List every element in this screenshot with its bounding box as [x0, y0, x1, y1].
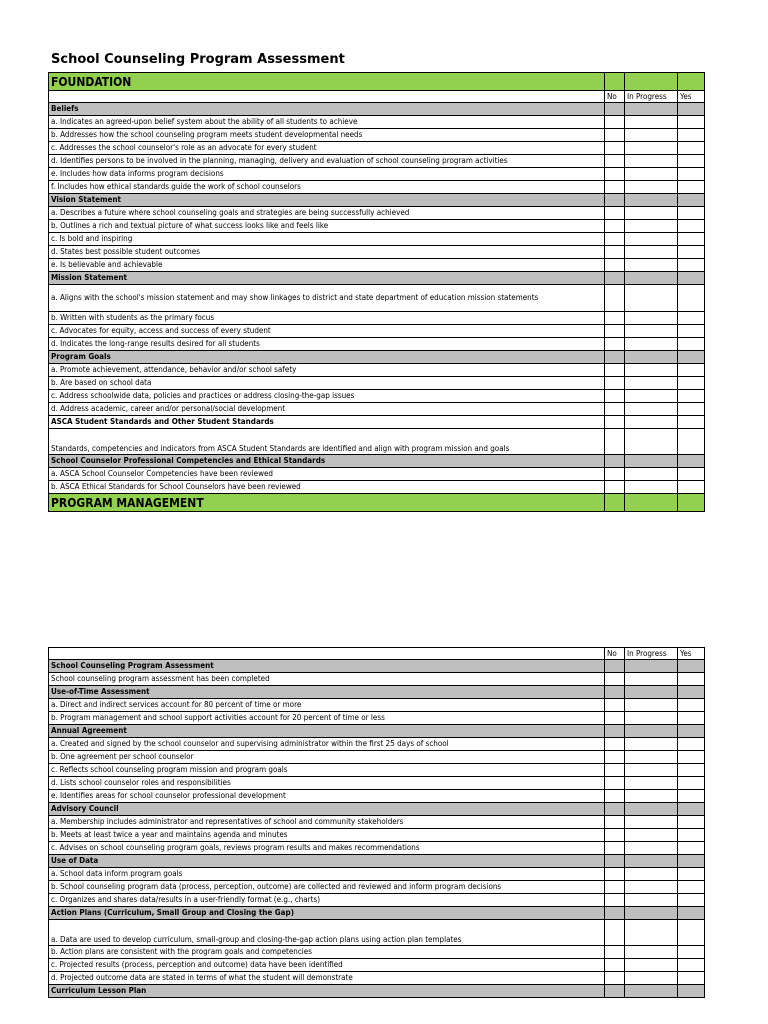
- status-cell-no: [605, 73, 625, 91]
- checklist-row: [49, 829, 705, 842]
- status-cell-yes[interactable]: [678, 259, 705, 272]
- status-cell-in-progress[interactable]: [625, 816, 678, 829]
- status-cell-in-progress: [625, 725, 678, 738]
- status-cell-no[interactable]: [605, 338, 625, 351]
- status-cell-yes: [678, 272, 705, 285]
- status-cell-no: [605, 803, 625, 816]
- status-cell-no[interactable]: [605, 181, 625, 194]
- criterion-text: a. Data are used to develop curriculum, small-group and closing-the-gap action plans using action plan templates: [49, 920, 605, 946]
- section-label: Use-of-Time Assessment: [49, 686, 605, 699]
- status-cell-in-progress[interactable]: [625, 790, 678, 803]
- status-cell-no: [605, 907, 625, 920]
- criterion-text: c. Addresses the school counselor's role as an advocate for every student: [49, 142, 605, 155]
- section-label: Beliefs: [49, 103, 605, 116]
- status-cell-no[interactable]: [605, 168, 625, 181]
- column-header-no: No: [605, 648, 625, 660]
- status-cell-in-progress[interactable]: [625, 220, 678, 233]
- status-cell-no: [605, 686, 625, 699]
- section-label: Use of Data: [49, 855, 605, 868]
- criterion-text: d. Identifies persons to be involved in the planning, managing, delivery and evaluation of school counseling program activities: [49, 155, 605, 168]
- checklist-row: [49, 155, 705, 168]
- status-cell-yes: [678, 803, 705, 816]
- status-cell-yes: [678, 73, 705, 91]
- status-cell-yes[interactable]: [678, 390, 705, 403]
- status-cell-yes[interactable]: [678, 325, 705, 338]
- checklist-row: [49, 129, 705, 142]
- checklist-row: [49, 142, 705, 155]
- status-cell-in-progress[interactable]: [625, 142, 678, 155]
- status-cell-in-progress[interactable]: [625, 325, 678, 338]
- checklist-row: [49, 481, 705, 494]
- section-banner-foundation: [49, 73, 705, 91]
- status-cell-in-progress[interactable]: [625, 920, 678, 946]
- checklist-row: [49, 816, 705, 829]
- status-cell-in-progress[interactable]: [625, 894, 678, 907]
- status-cell-in-progress[interactable]: [625, 468, 678, 481]
- status-cell-in-progress: [625, 660, 678, 673]
- status-cell-in-progress: [625, 855, 678, 868]
- status-cell-in-progress: [625, 985, 678, 998]
- checklist-row: [49, 959, 705, 972]
- status-cell-no[interactable]: [605, 481, 625, 494]
- status-cell-yes[interactable]: [678, 868, 705, 881]
- subsection-header-program-goals: [49, 351, 705, 364]
- status-cell-yes: [678, 686, 705, 699]
- status-cell-no: [605, 494, 625, 512]
- status-cell-no[interactable]: [605, 712, 625, 725]
- status-cell-no: [605, 985, 625, 998]
- column-header-row: [49, 91, 705, 103]
- status-cell-yes[interactable]: [678, 246, 705, 259]
- checklist-row: [49, 259, 705, 272]
- subsection-header-advisory-council: [49, 803, 705, 816]
- status-cell-in-progress[interactable]: [625, 312, 678, 325]
- status-cell-no[interactable]: [605, 468, 625, 481]
- status-cell-no[interactable]: [605, 246, 625, 259]
- status-cell-in-progress: [625, 103, 678, 116]
- checklist-row: [49, 403, 705, 416]
- status-cell-yes[interactable]: [678, 790, 705, 803]
- checklist-row: [49, 699, 705, 712]
- status-cell-no[interactable]: [605, 881, 625, 894]
- section-label: Vision Statement: [49, 194, 605, 207]
- section-label: School Counseling Program Assessment: [49, 660, 605, 673]
- criterion-text: b. Addresses how the school counseling program meets student developmental needs: [49, 129, 605, 142]
- criterion-text: a. School data inform program goals: [49, 868, 605, 881]
- status-cell-yes: [678, 985, 705, 998]
- status-cell-yes[interactable]: [678, 816, 705, 829]
- section-label: Action Plans (Curriculum, Small Group and Closing the Gap): [49, 907, 605, 920]
- checklist-row: [49, 868, 705, 881]
- criterion-text: c. Is bold and inspiring: [49, 233, 605, 246]
- status-cell-in-progress: [625, 494, 678, 512]
- criterion-text: a. Created and signed by the school counselor and supervising administrator within the first 25 days of school: [49, 738, 605, 751]
- criterion-text: b. Meets at least twice a year and maintains agenda and minutes: [49, 829, 605, 842]
- status-cell-no: [605, 660, 625, 673]
- status-cell-in-progress[interactable]: [625, 377, 678, 390]
- criterion-text: b. Program management and school support activities account for 20 percent of time or less: [49, 712, 605, 725]
- status-cell-yes[interactable]: [678, 481, 705, 494]
- subsection-header-school-counseling-program-assessment: [49, 660, 705, 673]
- status-cell-no[interactable]: [605, 829, 625, 842]
- criterion-text: c. Advocates for equity, access and success of every student: [49, 325, 605, 338]
- status-cell-in-progress[interactable]: [625, 181, 678, 194]
- status-cell-no: [605, 855, 625, 868]
- status-cell-yes[interactable]: [678, 699, 705, 712]
- status-cell-in-progress[interactable]: [625, 764, 678, 777]
- status-cell-yes[interactable]: [678, 429, 705, 455]
- status-cell-yes: [678, 194, 705, 207]
- status-cell-yes[interactable]: [678, 972, 705, 985]
- criterion-text: d. Lists school counselor roles and responsibilities: [49, 777, 605, 790]
- column-header-row: [49, 648, 705, 660]
- subsection-header-action-plans-curriculum-small-group-and-closing-the-gap: [49, 907, 705, 920]
- status-cell-yes[interactable]: [678, 920, 705, 946]
- status-cell-yes[interactable]: [678, 764, 705, 777]
- subsection-header-mission-statement: [49, 272, 705, 285]
- status-cell-in-progress: [625, 416, 678, 429]
- document-title: School Counseling Program Assessment: [51, 52, 345, 67]
- status-cell-no[interactable]: [605, 842, 625, 855]
- status-cell-no: [605, 725, 625, 738]
- foundation-checklist-table: [48, 72, 705, 512]
- status-cell-yes[interactable]: [678, 142, 705, 155]
- criterion-text: a. Promote achievement, attendance, behavior and/or school safety: [49, 364, 605, 377]
- status-cell-no[interactable]: [605, 377, 625, 390]
- status-cell-no: [605, 194, 625, 207]
- status-cell-yes[interactable]: [678, 312, 705, 325]
- status-cell-in-progress: [625, 351, 678, 364]
- criterion-text: b. One agreement per school counselor: [49, 751, 605, 764]
- status-cell-in-progress[interactable]: [625, 699, 678, 712]
- status-cell-no[interactable]: [605, 325, 625, 338]
- criterion-text: d. States best possible student outcomes: [49, 246, 605, 259]
- status-cell-no[interactable]: [605, 285, 625, 312]
- status-cell-yes[interactable]: [678, 220, 705, 233]
- status-cell-yes[interactable]: [678, 712, 705, 725]
- status-cell-no: [605, 351, 625, 364]
- status-cell-yes[interactable]: [678, 168, 705, 181]
- status-cell-in-progress[interactable]: [625, 959, 678, 972]
- status-cell-in-progress[interactable]: [625, 207, 678, 220]
- section-banner-program-management: [49, 494, 705, 512]
- status-cell-yes[interactable]: [678, 364, 705, 377]
- status-cell-in-progress[interactable]: [625, 233, 678, 246]
- status-cell-no[interactable]: [605, 920, 625, 946]
- status-cell-yes[interactable]: [678, 959, 705, 972]
- column-header-blank: [49, 91, 605, 103]
- status-cell-no[interactable]: [605, 816, 625, 829]
- status-cell-no[interactable]: [605, 946, 625, 959]
- checklist-row: [49, 790, 705, 803]
- status-cell-yes[interactable]: [678, 377, 705, 390]
- status-cell-in-progress[interactable]: [625, 259, 678, 272]
- column-header-in-progress: In Progress: [625, 91, 678, 103]
- status-cell-in-progress[interactable]: [625, 881, 678, 894]
- checklist-row: [49, 920, 705, 946]
- status-cell-no[interactable]: [605, 207, 625, 220]
- status-cell-yes[interactable]: [678, 894, 705, 907]
- checklist-row: [49, 673, 705, 686]
- criterion-text: d. Indicates the long-range results desired for all students: [49, 338, 605, 351]
- status-cell-no[interactable]: [605, 390, 625, 403]
- status-cell-no: [605, 416, 625, 429]
- column-header-blank: [49, 648, 605, 660]
- status-cell-yes[interactable]: [678, 116, 705, 129]
- status-cell-yes[interactable]: [678, 881, 705, 894]
- status-cell-yes[interactable]: [678, 155, 705, 168]
- subsection-header-use-of-time-assessment: [49, 686, 705, 699]
- status-cell-yes[interactable]: [678, 842, 705, 855]
- checklist-row: [49, 285, 705, 312]
- status-cell-yes: [678, 660, 705, 673]
- status-cell-yes: [678, 416, 705, 429]
- checklist-row: [49, 181, 705, 194]
- status-cell-in-progress[interactable]: [625, 246, 678, 259]
- criterion-text: a. ASCA School Counselor Competencies have been reviewed: [49, 468, 605, 481]
- criterion-text: d. Address academic, career and/or personal/social development: [49, 403, 605, 416]
- status-cell-in-progress[interactable]: [625, 842, 678, 855]
- status-cell-no[interactable]: [605, 751, 625, 764]
- status-cell-yes[interactable]: [678, 673, 705, 686]
- criterion-text: b. Outlines a rich and textual picture of what success looks like and feels like: [49, 220, 605, 233]
- status-cell-no[interactable]: [605, 142, 625, 155]
- status-cell-yes: [678, 351, 705, 364]
- status-cell-yes[interactable]: [678, 738, 705, 751]
- status-cell-in-progress[interactable]: [625, 155, 678, 168]
- criterion-text: e. Identifies areas for school counselor professional development: [49, 790, 605, 803]
- criterion-text: b. ASCA Ethical Standards for School Counselors have been reviewed: [49, 481, 605, 494]
- status-cell-in-progress[interactable]: [625, 168, 678, 181]
- section-label: FOUNDATION: [49, 73, 605, 91]
- criterion-text: b. Are based on school data: [49, 377, 605, 390]
- status-cell-in-progress[interactable]: [625, 403, 678, 416]
- status-cell-in-progress[interactable]: [625, 116, 678, 129]
- section-label: ASCA Student Standards and Other Student Standards: [49, 416, 605, 429]
- status-cell-yes: [678, 494, 705, 512]
- criterion-text: c. Address schoolwide data, policies and practices or address closing-the-gap issues: [49, 390, 605, 403]
- checklist-row: [49, 220, 705, 233]
- checklist-row: [49, 894, 705, 907]
- program-management-checklist-table: [48, 647, 705, 998]
- status-cell-in-progress: [625, 272, 678, 285]
- subsection-header-asca-student-standards-and-other-student-standards: [49, 416, 705, 429]
- checklist-row: [49, 429, 705, 455]
- status-cell-no[interactable]: [605, 116, 625, 129]
- status-cell-no[interactable]: [605, 972, 625, 985]
- status-cell-yes[interactable]: [678, 777, 705, 790]
- status-cell-no: [605, 272, 625, 285]
- criterion-text: e. Includes how data informs program decisions: [49, 168, 605, 181]
- section-label: PROGRAM MANAGEMENT: [49, 494, 605, 512]
- status-cell-no[interactable]: [605, 312, 625, 325]
- criterion-text: a. Membership includes administrator and representatives of school and community stakeholders: [49, 816, 605, 829]
- status-cell-in-progress: [625, 907, 678, 920]
- status-cell-in-progress: [625, 455, 678, 468]
- status-cell-in-progress[interactable]: [625, 429, 678, 455]
- status-cell-in-progress[interactable]: [625, 829, 678, 842]
- checklist-row: [49, 168, 705, 181]
- section-label: Annual Agreement: [49, 725, 605, 738]
- checklist-row: [49, 777, 705, 790]
- subsection-header-vision-statement: [49, 194, 705, 207]
- status-cell-in-progress[interactable]: [625, 338, 678, 351]
- status-cell-yes[interactable]: [678, 181, 705, 194]
- checklist-row: [49, 364, 705, 377]
- status-cell-no[interactable]: [605, 699, 625, 712]
- status-cell-no: [605, 103, 625, 116]
- status-cell-no[interactable]: [605, 233, 625, 246]
- criterion-text: e. Is believable and achievable: [49, 259, 605, 272]
- column-header-yes: Yes: [678, 91, 705, 103]
- subsection-header-curriculum-lesson-plan: [49, 985, 705, 998]
- status-cell-in-progress[interactable]: [625, 390, 678, 403]
- column-header-yes: Yes: [678, 648, 705, 660]
- status-cell-in-progress[interactable]: [625, 364, 678, 377]
- status-cell-in-progress[interactable]: [625, 946, 678, 959]
- status-cell-yes[interactable]: [678, 946, 705, 959]
- section-label: Program Goals: [49, 351, 605, 364]
- column-header-in-progress: In Progress: [625, 648, 678, 660]
- status-cell-in-progress[interactable]: [625, 738, 678, 751]
- criterion-text: f. Includes how ethical standards guide the work of school counselors: [49, 181, 605, 194]
- status-cell-no[interactable]: [605, 764, 625, 777]
- status-cell-yes[interactable]: [678, 468, 705, 481]
- criterion-text: b. School counseling program data (process, perception, outcome) are collected and reviewed and inform program decisions: [49, 881, 605, 894]
- checklist-row: [49, 116, 705, 129]
- status-cell-no[interactable]: [605, 790, 625, 803]
- criterion-text: a. Describes a future where school counseling goals and strategies are being successfully achieved: [49, 207, 605, 220]
- subsection-header-beliefs: [49, 103, 705, 116]
- status-cell-in-progress: [625, 803, 678, 816]
- checklist-row: [49, 312, 705, 325]
- checklist-row: [49, 468, 705, 481]
- status-cell-in-progress[interactable]: [625, 712, 678, 725]
- status-cell-in-progress[interactable]: [625, 129, 678, 142]
- status-cell-no[interactable]: [605, 738, 625, 751]
- status-cell-in-progress[interactable]: [625, 777, 678, 790]
- checklist-row: [49, 738, 705, 751]
- checklist-row: [49, 377, 705, 390]
- checklist-row: [49, 233, 705, 246]
- status-cell-no[interactable]: [605, 403, 625, 416]
- checklist-row: [49, 390, 705, 403]
- status-cell-in-progress[interactable]: [625, 972, 678, 985]
- checklist-row: [49, 338, 705, 351]
- status-cell-in-progress[interactable]: [625, 285, 678, 312]
- status-cell-in-progress[interactable]: [625, 481, 678, 494]
- status-cell-in-progress: [625, 686, 678, 699]
- status-cell-yes: [678, 455, 705, 468]
- criterion-text: b. Action plans are consistent with the program goals and competencies: [49, 946, 605, 959]
- status-cell-yes: [678, 855, 705, 868]
- criterion-text: d. Projected outcome data are stated in terms of what the student will demonstrate: [49, 972, 605, 985]
- status-cell-in-progress[interactable]: [625, 868, 678, 881]
- status-cell-yes[interactable]: [678, 829, 705, 842]
- status-cell-yes[interactable]: [678, 285, 705, 312]
- criterion-text: a. Indicates an agreed-upon belief system about the ability of all students to achieve: [49, 116, 605, 129]
- criterion-text: Standards, competencies and indicators from ASCA Student Standards are identified and align with program mission and goals: [49, 429, 605, 455]
- checklist-row: [49, 325, 705, 338]
- section-label: School Counselor Professional Competencies and Ethical Standards: [49, 455, 605, 468]
- criterion-text: School counseling program assessment has been completed: [49, 673, 605, 686]
- checklist-row: [49, 246, 705, 259]
- status-cell-yes: [678, 103, 705, 116]
- checklist-row: [49, 207, 705, 220]
- section-label: Advisory Council: [49, 803, 605, 816]
- criterion-text: a. Direct and indirect services account for 80 percent of time or more: [49, 699, 605, 712]
- status-cell-no[interactable]: [605, 155, 625, 168]
- status-cell-no[interactable]: [605, 894, 625, 907]
- status-cell-no[interactable]: [605, 673, 625, 686]
- checklist-row: [49, 712, 705, 725]
- checklist-row: [49, 842, 705, 855]
- status-cell-yes[interactable]: [678, 207, 705, 220]
- subsection-header-use-of-data: [49, 855, 705, 868]
- column-header-no: No: [605, 91, 625, 103]
- status-cell-yes[interactable]: [678, 338, 705, 351]
- subsection-header-school-counselor-professional-competencies-and-ethical-standards: [49, 455, 705, 468]
- status-cell-no[interactable]: [605, 220, 625, 233]
- criterion-text: c. Projected results (process, perception and outcome) data have been identified: [49, 959, 605, 972]
- status-cell-no[interactable]: [605, 259, 625, 272]
- criterion-text: c. Advises on school counseling program goals, reviews program results and makes recommendations: [49, 842, 605, 855]
- status-cell-yes[interactable]: [678, 751, 705, 764]
- status-cell-in-progress[interactable]: [625, 673, 678, 686]
- status-cell-yes[interactable]: [678, 403, 705, 416]
- criterion-text: b. Written with students as the primary focus: [49, 312, 605, 325]
- status-cell-in-progress: [625, 194, 678, 207]
- criterion-text: c. Reflects school counseling program mission and program goals: [49, 764, 605, 777]
- status-cell-no[interactable]: [605, 777, 625, 790]
- status-cell-in-progress[interactable]: [625, 751, 678, 764]
- status-cell-no[interactable]: [605, 364, 625, 377]
- status-cell-yes: [678, 907, 705, 920]
- status-cell-no[interactable]: [605, 868, 625, 881]
- checklist-row: [49, 972, 705, 985]
- status-cell-no[interactable]: [605, 429, 625, 455]
- status-cell-no: [605, 455, 625, 468]
- checklist-row: [49, 881, 705, 894]
- section-label: Mission Statement: [49, 272, 605, 285]
- section-label: Curriculum Lesson Plan: [49, 985, 605, 998]
- checklist-row: [49, 764, 705, 777]
- subsection-header-annual-agreement: [49, 725, 705, 738]
- status-cell-yes: [678, 725, 705, 738]
- criterion-text: c. Organizes and shares data/results in a user-friendly format (e.g., charts): [49, 894, 605, 907]
- checklist-row: [49, 946, 705, 959]
- criterion-text: a. Aligns with the school's mission statement and may show linkages to district and state department of education mission statements: [49, 285, 605, 312]
- status-cell-no[interactable]: [605, 129, 625, 142]
- checklist-row: [49, 751, 705, 764]
- status-cell-yes[interactable]: [678, 129, 705, 142]
- status-cell-in-progress: [625, 73, 678, 91]
- status-cell-no[interactable]: [605, 959, 625, 972]
- status-cell-yes[interactable]: [678, 233, 705, 246]
